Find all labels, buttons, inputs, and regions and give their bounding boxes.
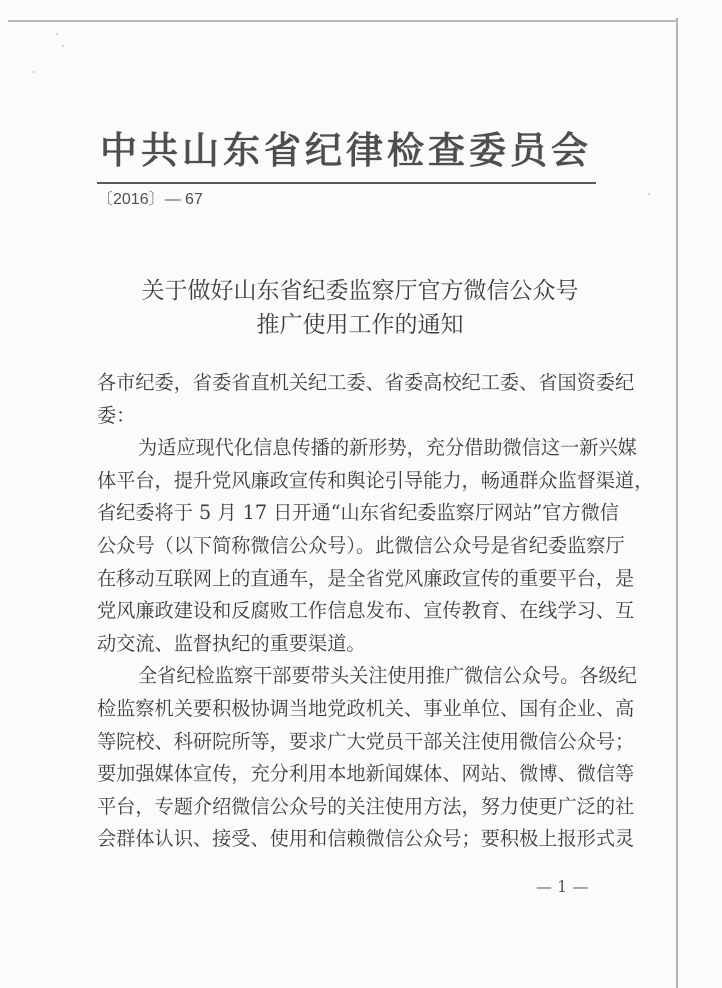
body-line: 全省纪检监察干部要带头关注使用推广微信公众号。各级纪 xyxy=(138,664,637,688)
body-line: 会群体认识、接受、使用和信赖微信公众号；要积极上报形式灵 xyxy=(97,827,635,851)
scan-speck xyxy=(33,71,35,73)
body-line: 各市纪委，省委省直机关纪工委、省委高校纪工委、省国资委纪 xyxy=(97,371,635,394)
body-line: 平台，专题介绍微信公众号的关注使用方法，努力使更广泛的社 xyxy=(97,794,635,818)
body-line: 检监察机关要积极协调当地党政机关、事业单位、国有企业、高 xyxy=(97,696,635,720)
organization-header: 中共山东省纪律检查委员会 xyxy=(100,129,592,172)
body-line: 在移动互联网上的直通车，是全省党风廉政宣传的重要平台，是 xyxy=(97,566,635,590)
body-line: 公众号（以下简称微信公众号）。此微信公众号是省纪委监察厅 xyxy=(97,533,625,557)
scan-speck xyxy=(648,193,650,195)
scan-speck xyxy=(62,45,64,47)
header-rule xyxy=(97,182,596,184)
document-body xyxy=(97,367,654,856)
body-line: 动交流、监督执纪的重要渠道。 xyxy=(97,631,366,655)
document-title xyxy=(90,274,630,342)
page-number: — 1 — xyxy=(536,877,589,896)
body-line: 省纪委将于 5 月 17 日开通“山东省纪委监察厅网站”官方微信 xyxy=(97,501,619,525)
body-line: 要加强媒体宣传，充分利用本地新闻媒体、网站、微博、微信等 xyxy=(97,762,635,786)
body-line: 为适应现代化信息传播的新形势，充分借助微信这一新兴媒 xyxy=(138,436,637,460)
body-line: 体平台，提升党风廉政宣传和舆论引导能力，畅通群众监督渠道， xyxy=(97,468,654,492)
document-number: 〔2016〕— 67 xyxy=(97,191,203,208)
scan-speck xyxy=(56,33,58,35)
body-line: 党风廉政建设和反腐败工作信息发布、宣传教育、在线学习、互 xyxy=(97,599,635,623)
scan-border-top xyxy=(8,20,678,22)
scan-border-right xyxy=(676,18,678,988)
body-line: 委： xyxy=(97,403,136,427)
title-line: 推广使用工作的通知 xyxy=(256,312,464,338)
title-line: 关于做好山东省纪委监察厅官方微信公众号 xyxy=(141,278,579,304)
body-line: 等院校、科研院所等，要求广大党员干部关注使用微信公众号； xyxy=(97,729,635,753)
